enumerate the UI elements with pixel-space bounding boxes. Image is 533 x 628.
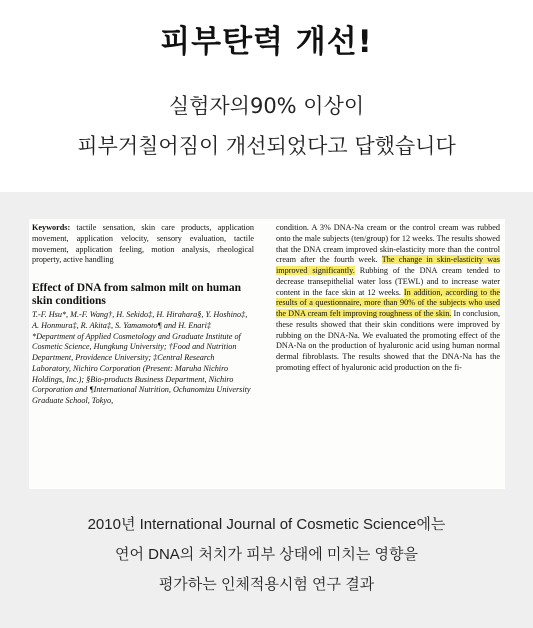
caption-line-3: 평가하는 인체적용시험 연구 결과: [158, 576, 375, 593]
body-text-3: In conclusion, these results showed that their skin conditions were improved by rubbing on the DNA-Na. We evaluated the promoting effect of the DNA-Na on the production of hyaluronic acid using human normal dermal fibroblasts. The results showed that the DNA-Na has the promoting effect of hyaluronic acid production on the fi-: [276, 309, 501, 372]
page-title: 피부탄력 개선!: [160, 24, 373, 60]
caption-line-1: 2010년 International Journal of Cosmetic Science에는: [87, 516, 446, 533]
paper-left-column: [32, 223, 254, 407]
keywords-label: Keywords:: [32, 223, 71, 232]
highlight-elasticity: The change in skin-elasticity was improved significantly.: [276, 255, 500, 275]
keywords-paragraph: [32, 223, 254, 266]
article-authors: T.-F. Hsu*, M.-F. Wang†, H. Sekido‡, H. Hirahara§, Y. Hoshino‡, A. Honmura‡, R. Akita‡, S. Yamamoto¶ and H. Enari‡: [32, 310, 248, 330]
article-affiliations: *Department of Applied Cosmetology and Graduate Institute of Cosmetic Science, Hungkung University; †Food and Nutrition Department, Providence University; ‡Central Research Laboratory, Nichiro Corporation (Present: Maruha Nichiro Holdings, Inc.); §Bio-products Business Department, Nichiro Corporation and ¶International Nutrition, Ochanomizu University Graduate School, Tokyo,: [32, 331, 251, 405]
journal-excerpt-image: [29, 219, 505, 489]
body-text-2: Rubbing of the DNA cream tended to decrease transepithelial water loss (TEWL) and to increase water content in the face skin at 12 weeks.: [276, 266, 500, 297]
paper-right-column: [276, 223, 500, 374]
keywords-text: tactile sensation, skin care products, application movement, application velocity, sensory evaluation, tactile movement, application feeling, motion analysis, rheological property, active handling: [32, 223, 254, 265]
body-text-1: condition. A 3% DNA-Na cream or the control cream was rubbed onto the male subjects (ten/group) for 12 weeks. The results showed that the DNA cream improved skin-elasticity more than the control cream after the fourth week.: [276, 223, 500, 265]
header-section: [0, 0, 533, 192]
subtitle-line-1: 실험자의90% 이상이: [168, 94, 365, 118]
highlight-questionnaire: In addition, according to the results of a questionnaire, more than 90% of the subjects who used the DNA cream felt improving roughness of the skin.: [276, 287, 500, 318]
caption-line-2: 연어 DNA의 처치가 피부 상태에 미치는 영향을: [114, 546, 418, 563]
article-title: Effect of DNA from salmon milt on human skin conditions: [32, 282, 242, 307]
subtitle-line-2: 피부거칠어짐이 개선되었다고 답했습니다: [77, 134, 456, 158]
